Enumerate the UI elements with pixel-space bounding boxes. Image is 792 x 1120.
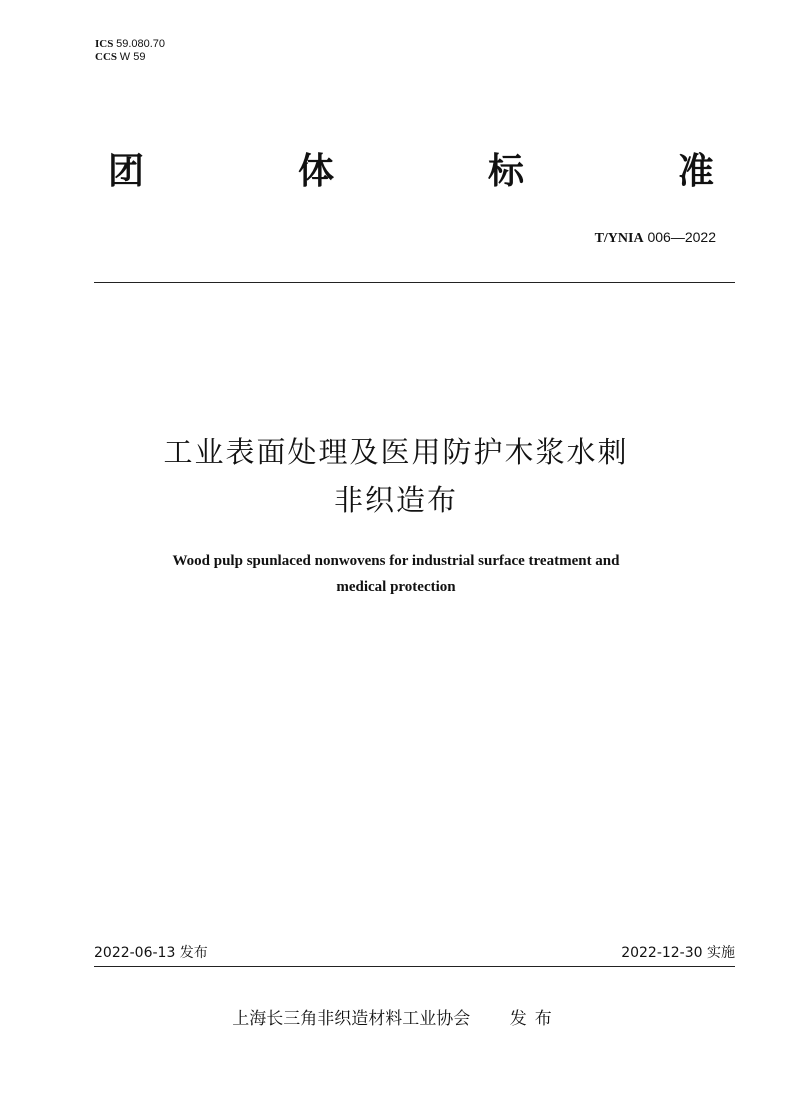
- publisher: [0, 1008, 792, 1030]
- ccs-label: CCS: [95, 51, 118, 63]
- publisher-name: 上海长三角非织造材料工业协会: [232, 1009, 471, 1029]
- classification-codes: [95, 38, 165, 64]
- publish-date: 2022-06-13 发布: [94, 945, 208, 961]
- standard-type-char-3: 标: [488, 151, 525, 192]
- title-cn-line-2: 非织造布: [333, 483, 458, 517]
- standard-number: [595, 228, 716, 248]
- standard-type-char-2: 体: [298, 151, 335, 192]
- title-en-line-2: medical protection: [336, 579, 456, 595]
- header-divider: [94, 282, 735, 283]
- ics-value: 59.080.70: [116, 38, 166, 50]
- publisher-suffix: 发布: [509, 1009, 560, 1029]
- standard-number-value: 006—2022: [647, 229, 716, 245]
- footer-divider: [94, 966, 735, 967]
- ics-label: ICS: [95, 38, 114, 50]
- ics-line: [95, 38, 165, 51]
- standard-code: T/YNIA: [594, 231, 644, 246]
- title-cn-line-1: 工业表面处理及医用防护木浆水刺: [163, 435, 629, 469]
- ccs-value: W 59: [119, 51, 146, 63]
- title-en-line-1: Wood pulp spunlaced nonwovens for industrial surface treatment and: [172, 553, 620, 569]
- ccs-line: [95, 51, 165, 64]
- implement-date: 2022-12-30 实施: [621, 945, 735, 961]
- standard-type-char-1: 团: [108, 151, 145, 192]
- standard-type-char-4: 准: [678, 151, 715, 192]
